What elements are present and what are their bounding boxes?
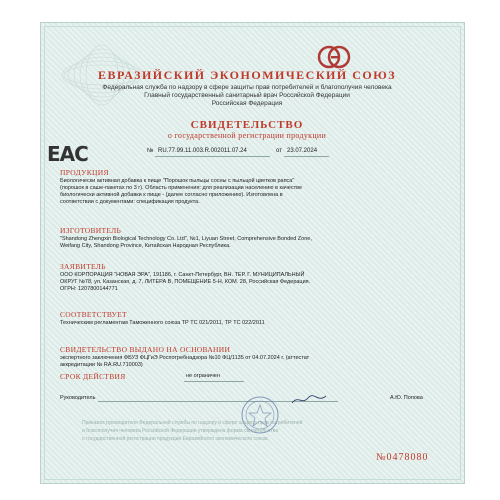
applicant-line-1: ООО КОРПОРАЦИЯ "НОВАЯ ЭРА", 191186, г. Санкт-Петербург, ВН. ТЕР. Г. МУНИЦИПАЛЬНЫЙ	[60, 272, 305, 278]
manufacturer-heading: ИЗГОТОВИТЕЛЬ	[60, 226, 122, 235]
authority-line-2: Главный государственный санитарный врач Российской Федерации	[144, 92, 350, 99]
authority-line-3: Российская Федерация	[211, 100, 283, 107]
manufacturer-line-2: Weifang City, Shandong Province, Китайская Народная Республика.	[60, 243, 231, 249]
product-line-4: соответствии с документами: спецификация продукта.	[60, 199, 200, 205]
manufacturer-line-1: "Shandong Zhengxin Biological Technology Co. Ltd", №1, Liyuan Street, Comprehensive Bonded Zone,	[60, 236, 312, 242]
footer-note-2: и благополучия человека Российской Федерации утверждена форма свидетельства	[82, 428, 279, 434]
union-name: ЕВРАЗИЙСКИЙ ЭКОНОМИЧЕСКИЙ СОЮЗ	[97, 68, 397, 82]
eaeu-emblem-icon	[317, 45, 351, 69]
validity-underline	[184, 381, 244, 382]
compliance-line-1: Техническим регламентам Таможенного союза ТР ТС 021/2011, ТР ТС 022/2011	[60, 320, 265, 326]
date-underline	[284, 156, 329, 157]
applicant-heading: ЗАЯВИТЕЛЬ	[60, 262, 106, 271]
signatory-name: А.Ю. Попова	[390, 395, 423, 401]
applicant-line-3: ОГРН: 1207800144771	[60, 286, 118, 292]
authority-line-1: Федеральная служба по надзору в сфере защиты прав потребителей и благополучия человека	[102, 84, 392, 91]
date-label: от	[276, 148, 282, 154]
signature-mark	[290, 393, 330, 407]
validity-heading: СРОК ДЕЙСТВИЯ	[60, 372, 126, 381]
certificate-number: RU.77.99.11.003.R.002011.07.24	[158, 148, 247, 154]
basis-line-2: аккредитации № RA.RU.710003)	[60, 362, 143, 368]
certificate-date: 23.07.2024	[287, 148, 318, 154]
product-heading: ПРОДУКЦИЯ	[60, 168, 109, 177]
certificate-subtitle: о государственной регистрации продукции	[167, 131, 327, 140]
footer-note-3: о государственной регистрации продукции Евразийского экономического союза	[82, 436, 268, 442]
eac-mark: EAC	[47, 142, 88, 166]
footer-note-1: Приказом руководителя Федеральной службы по надзору в сфере защиты прав потребителей	[82, 420, 303, 426]
number-underline	[155, 156, 270, 157]
basis-heading: СВИДЕТЕЛЬСТВО ВЫДАНО НА ОСНОВАНИИ	[60, 345, 231, 354]
signatory-role: Руководитель	[60, 395, 96, 401]
compliance-heading: СООТВЕТСТВУЕТ	[60, 310, 127, 319]
applicant-line-2: ОКРУГ №78, ул. Казанская, д. 7, ЛИТЕРА В, ПОМЕЩЕНИЕ 5-Н, КОМ. 28, Российская Федерация.	[60, 279, 311, 285]
product-line-2: (порошок в саше-пакетах по 3 г). Область применения: для реализации населению в качестве	[60, 185, 303, 191]
basis-line-1: экспертного заключения ФБУЗ ФЦГиЭ Роспотребнадзора №10 ФЦ/1135 от 04.07.2024 г. (аттестат	[60, 355, 310, 361]
certificate-title: СВИДЕТЕЛЬСТВО	[190, 119, 304, 131]
number-label: №	[147, 148, 154, 154]
serial-number: №0478080	[376, 452, 429, 463]
product-line-1: Биологически активная добавка к пище "Порошок пыльцы сосны с пыльцой цветков рапса"	[60, 178, 295, 184]
product-line-3: биологически активной добавки к пище - (далее согласно приложению). Изготовлена в	[60, 192, 283, 198]
validity-value: не ограничен	[186, 373, 220, 379]
